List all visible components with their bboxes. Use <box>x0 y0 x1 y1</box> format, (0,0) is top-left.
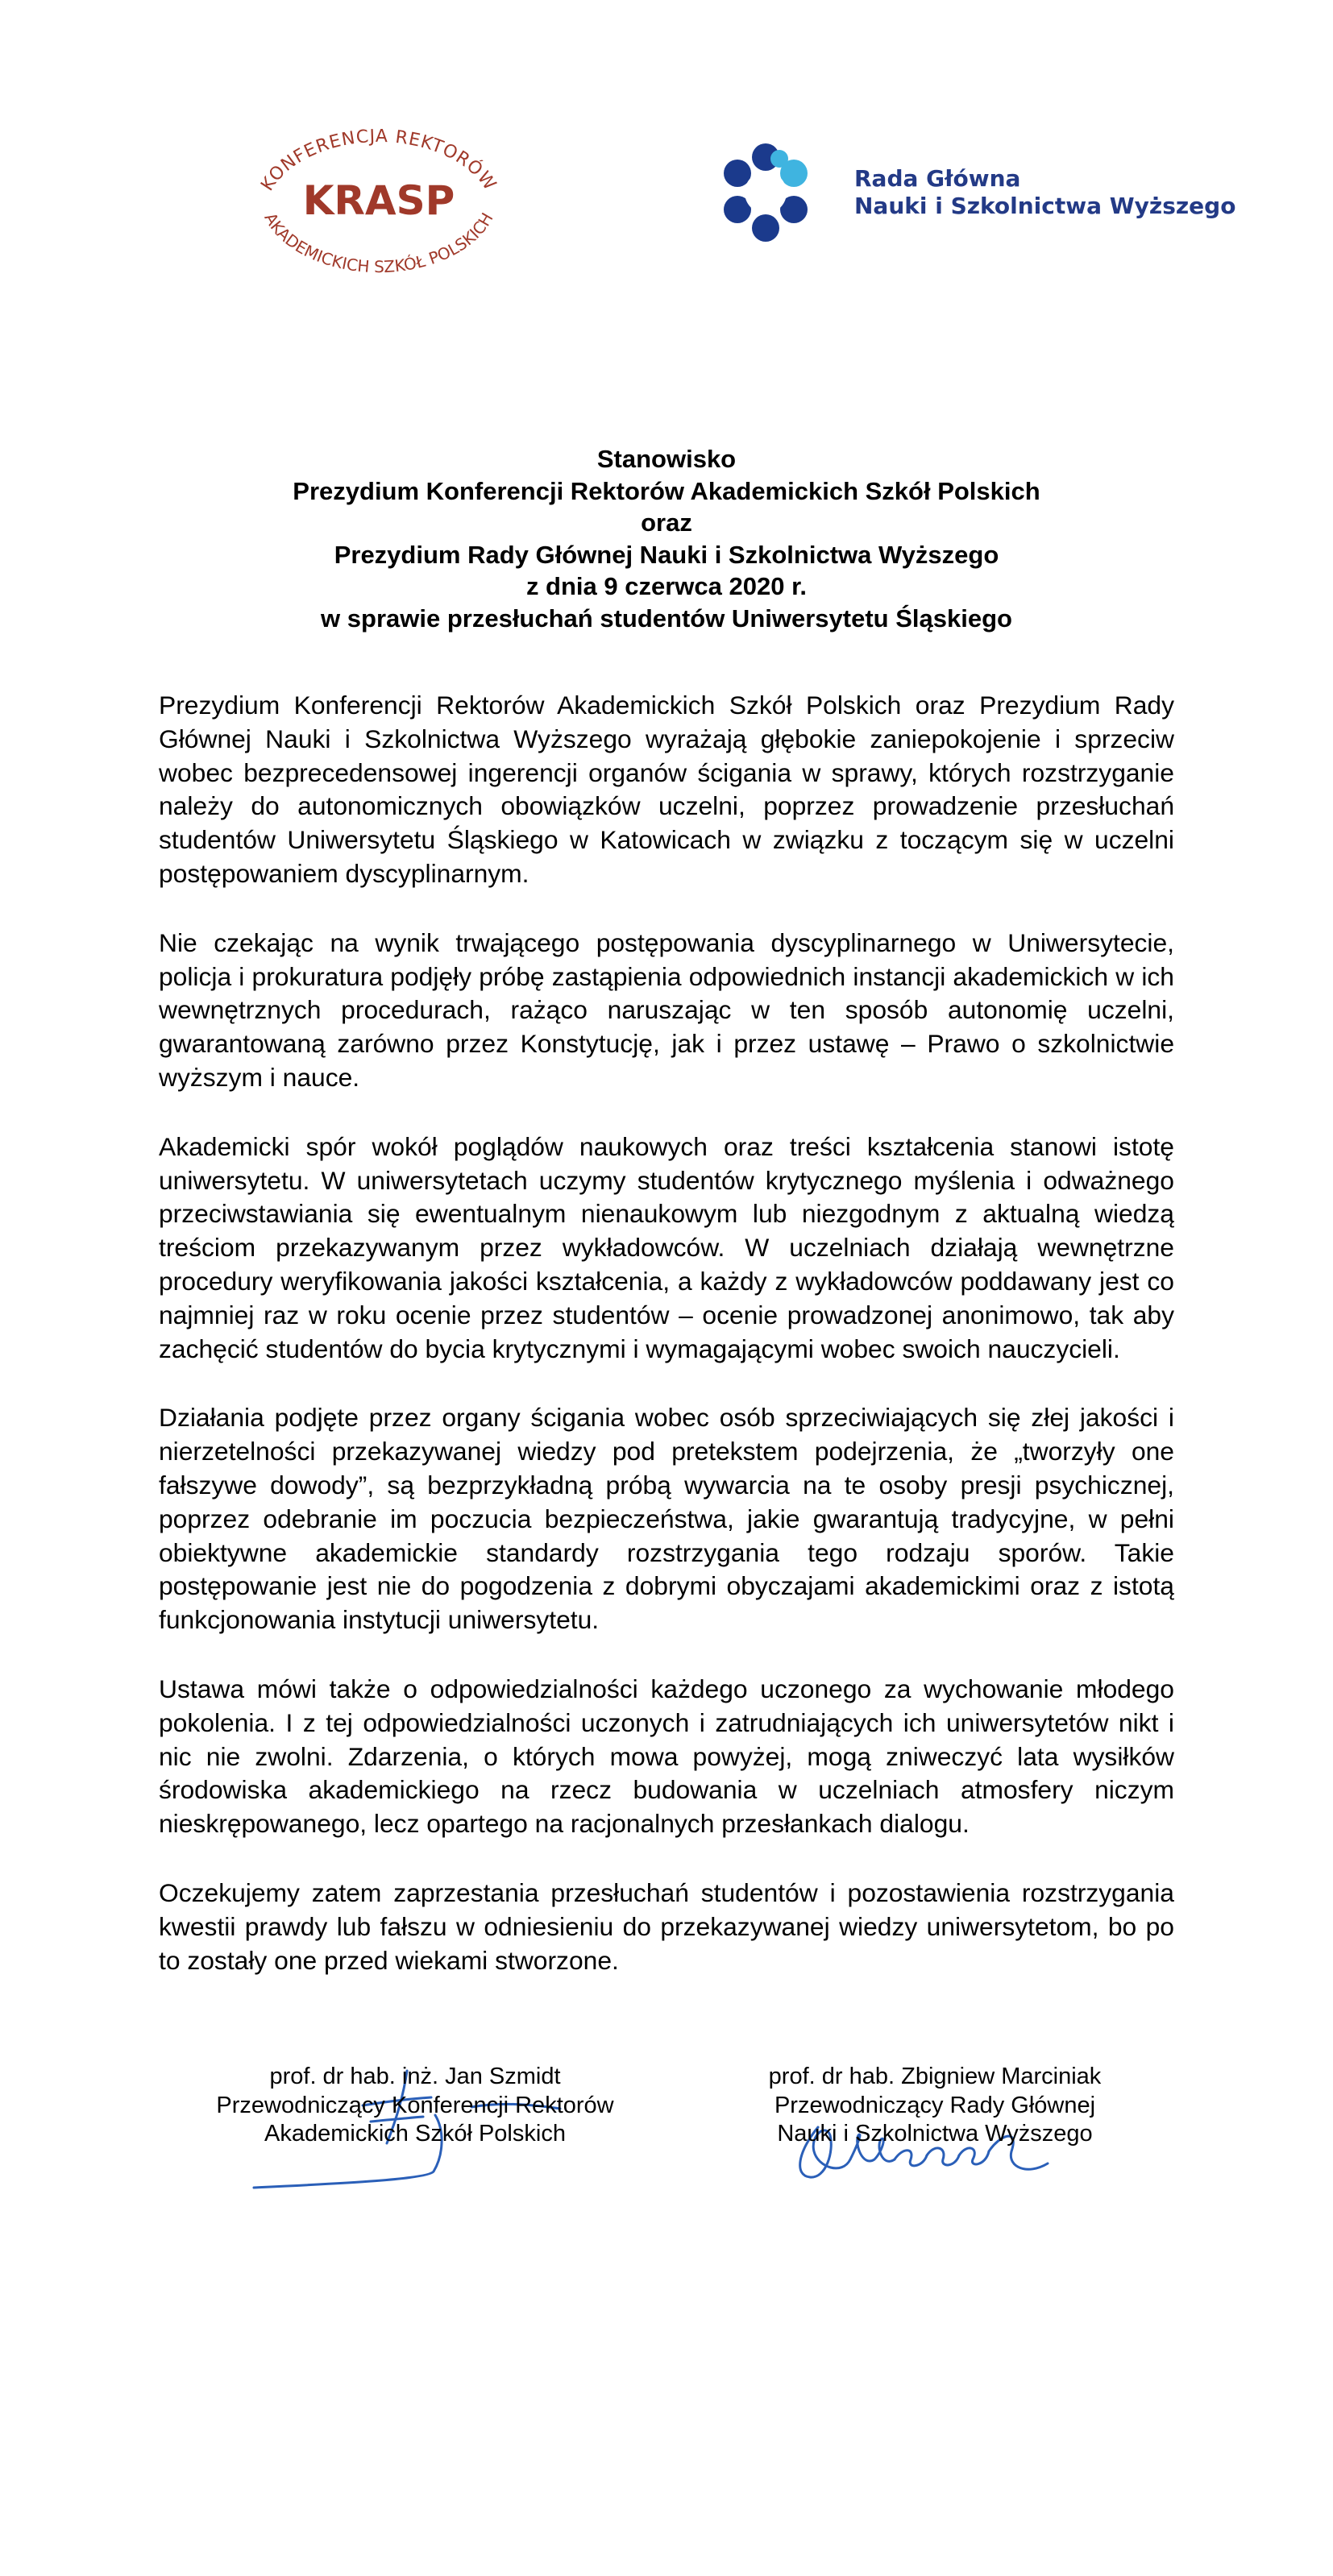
signatory-role: Akademickich Szkół Polskich <box>264 2121 566 2147</box>
paragraph: Działania podjęte przez organy ścigania wobec osób sprzeciwiających się złej jakości i nierzetelności przekazywanej wiedzy pod pretekstem podejrzenia, że „tworzyły one fałszywe dowody”, są bezprzykładną próbą wywarcia na te osoby presji psychicznej, poprzez odebranie im poczucia bezpieczeństwa, jakie gwarantują tradycyjne, w pełni obiektywne akademickie standardy rozstrzygania tego rodzaju sporów. Takie postępowanie jest nie do pogodzenia z dobrymi obyczajami akademickimi oraz z istotą funkcjonowania instytucji uniwersytetu. <box>159 1403 1174 1635</box>
krasp-logo <box>242 121 516 290</box>
document-body <box>159 689 1174 2013</box>
signatory-name: prof. dr hab. inż. Jan Szmidt <box>269 2064 561 2089</box>
document-heading <box>145 443 1188 634</box>
signatory-role: Nauki i Szkolnictwa Wyższego <box>777 2121 1093 2147</box>
heading-conjunction: oraz <box>641 508 692 537</box>
krasp-arc-bottom-text: AKADEMICKICH SZKÓŁ POLSKICH <box>260 209 497 277</box>
heading-line-krasp: Prezydium Konferencji Rektorów Akademickich Szkół Polskich <box>293 476 1040 505</box>
heading-date: z dnia 9 czerwca 2020 r. <box>525 572 808 600</box>
rada-logo-line1: Rada Główna <box>854 165 1021 192</box>
rada-glowna-logo <box>713 141 1236 246</box>
signature-block-rada <box>669 2063 1201 2149</box>
signatory-name: prof. dr hab. Zbigniew Marciniak <box>768 2064 1102 2089</box>
signatory-role: Przewodniczący Rady Głównej <box>774 2092 1096 2118</box>
heading-line-rada: Prezydium Rady Głównej Nauki i Szkolnictwa Wyższego <box>334 540 999 569</box>
heading-subject: w sprawie przesłuchań studentów Uniwersytetu Śląskiego <box>321 604 1012 633</box>
heading-title: Stanowisko <box>596 445 737 473</box>
krasp-abbr: KRASP <box>302 177 455 224</box>
signatory-role: Przewodniczący Konferencji Rektorów <box>216 2092 614 2118</box>
paragraph: Ustawa mówi także o odpowiedzialności każdego uczonego za wychowanie młodego pokolenia. I z tej odpowiedzialności uczonych i zatrudniających ich uniwersytetów nikt i nic nie zwolni. Zdarzenia, o których mowa powyżej, mogą zniweczyć lata wysiłków środowiska akademickiego na rzecz budowania w uczelniach atmosfery niczym nieskrępowanego, lecz opartego na racjonalnych przesłankach dialogu. <box>159 1674 1174 1839</box>
paragraph: Nie czekając na wynik trwającego postępowania dyscyplinarnego w Uniwersytecie, policja i prokuratura podjęły próbę zastąpienia odpowiednich instancji akademickich w ich wewnętrznych procedurach, rażąco naruszając w ten sposób autonomię uczelni, gwarantowaną zarówno przez Konstytucję, jak i przez ustawę – Prawo o szkolnictwie wyższym i nauce. <box>159 927 1174 1092</box>
rada-logo-text <box>854 165 1235 220</box>
signature-block-krasp <box>149 2063 681 2149</box>
paragraph: Akademicki spór wokół poglądów naukowych oraz treści kształcenia stanowi istotę uniwersytetu. W uniwersytetach uczymy studentów krytycznego myślenia i odważnego przeciwstawiania się ewentualnym nienaukowym lub niezgodnym z aktualną wiedzą treściom przekazywanym przez wykładowców. W uczelniach działają wewnętrzne procedury weryfikowania jakości kształcenia, a każdy z wykładowców poddawany jest co najmniej raz w roku ocenie przez studentów – ocenie prowadzonej anonimowo, tak aby zachęcić studentów do bycia krytycznymi i wymagającymi wobec swoich nauczycieli. <box>159 1131 1174 1363</box>
krasp-arc-top-text: KONFERENCJA REKTORÓW <box>257 126 500 195</box>
rada-logo-line2: Nauki i Szkolnictwa Wyższego <box>854 193 1236 219</box>
paragraph: Prezydium Konferencji Rektorów Akademickich Szkół Polskich oraz Prezydium Rady Głównej Nauki i Szkolnictwa Wyższego wyrażają głębokie zaniepokojenie i sprzeciw wobec bezprecedensowej ingerencji organów ścigania w sprawy, których rozstrzyganie należy do autonomicznych obowiązków uczelni, poprzez prowadzenie przesłuchań studentów Uniwersytetu Śląskiego w Katowicach w związku z toczącym się w uczelni postępowaniem dyscyplinarnym. <box>159 691 1174 888</box>
paragraph: Oczekujemy zatem zaprzestania przesłuchań studentów i pozostawienia rozstrzygania kwestii prawdy lub fałszu w odniesieniu do przekazywanej wiedzy uniwersytetom, bo po to zostały one przed wiekami stworzone. <box>159 1877 1174 1975</box>
rada-flower-icon <box>713 141 818 246</box>
